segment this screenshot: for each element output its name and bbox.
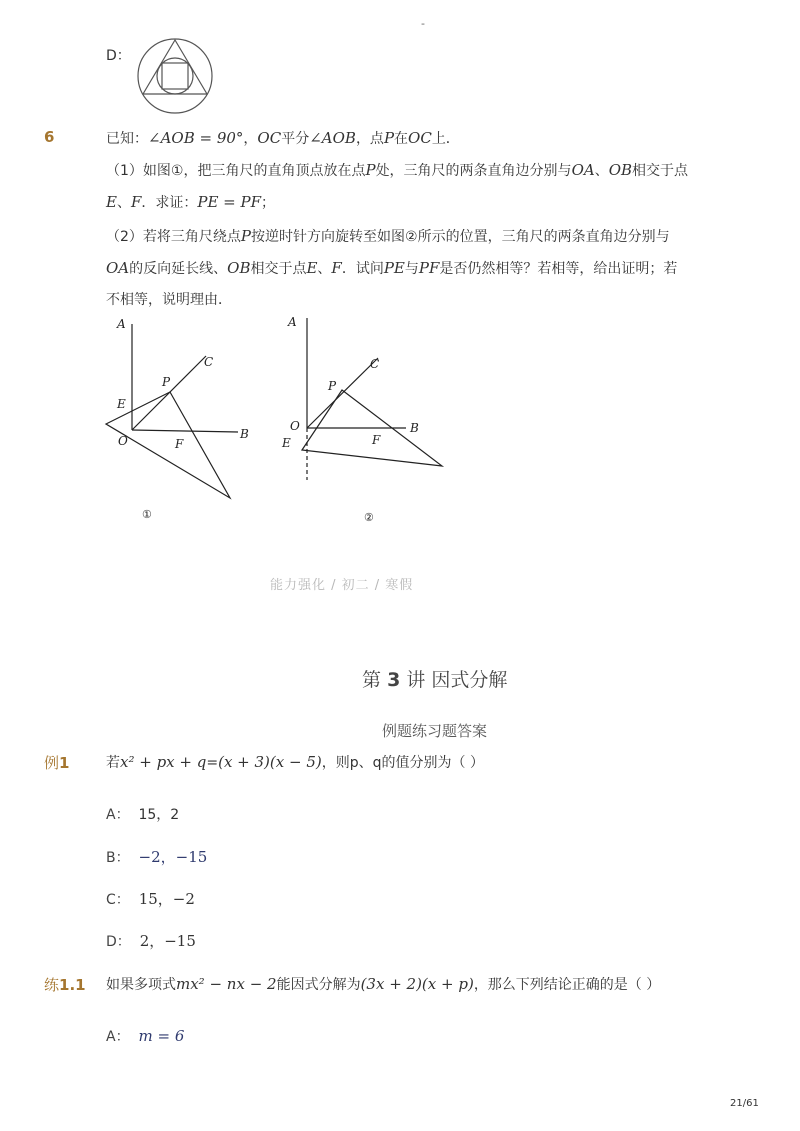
figure-2 <box>276 308 456 530</box>
label-o: O <box>118 434 128 448</box>
figure-2-caption: ② <box>364 511 374 524</box>
q6-line5: OA的反向延长线、OB相交于点E、F．试问PE与PF是否仍然相等？若相等，给出证明；若 <box>106 259 678 277</box>
option-a[interactable]: A： 15，2 <box>106 807 180 823</box>
label-o: O <box>290 419 300 433</box>
label-e: E <box>117 397 126 411</box>
page-number: 21/61 <box>730 1098 759 1109</box>
label-p: P <box>328 379 337 393</box>
practice-option-a[interactable]: A： m = 6 <box>106 1027 185 1045</box>
figure-1 <box>100 312 270 522</box>
page-footer: 能力强化 / 初二 / 寒假 <box>270 578 414 593</box>
option-d[interactable]: D： 2，−15 <box>106 932 196 950</box>
q6-line1: 已知：∠AOB = 90°，OC平分∠AOB，点P在OC上． <box>106 129 460 147</box>
q6-line3: E、F．求证：PE = PF； <box>106 193 276 211</box>
example-1-stem: 若x² + px + q=(x + 3)(x − 5)，则p、q的值分别为（ ） <box>106 753 484 771</box>
label-b: B <box>410 421 419 435</box>
q6-line6: 不相等，说明理由． <box>106 292 232 308</box>
label-c: C <box>370 357 380 371</box>
top-mark: - <box>421 17 425 30</box>
label-a: A <box>288 315 297 329</box>
example-label: 例1 <box>44 754 70 772</box>
figure-1-caption: ① <box>142 508 152 521</box>
lecture-title: 第 3 讲 因式分解 <box>362 669 508 691</box>
prev-option-d-label: D： <box>106 48 131 64</box>
question-number: 6 <box>44 128 55 146</box>
label-a: A <box>117 317 126 331</box>
section-subtitle: 例题练习题答案 <box>382 722 488 740</box>
option-b[interactable]: B： −2，−15 <box>106 848 208 866</box>
label-b: B <box>240 427 249 441</box>
label-e: E <box>282 436 291 450</box>
circle-triangle-square-figure <box>134 36 216 116</box>
label-f: F <box>372 433 381 447</box>
practice-label: 练1.1 <box>44 976 86 994</box>
q6-line4: （2）若将三角尺绕点P按逆时针方向旋转至如图②所示的位置，三角尺的两条直角边分别与 <box>106 227 670 245</box>
label-c: C <box>204 355 214 369</box>
option-c[interactable]: C： 15，−2 <box>106 890 195 908</box>
practice-1-1-stem: 如果多项式mx² − nx − 2能因式分解为(3x + 2)(x + p)，那么下列结论正确的是（ ） <box>106 975 661 993</box>
label-p: P <box>162 375 171 389</box>
label-f: F <box>175 437 184 451</box>
q6-line2: （1）如图①，把三角尺的直角顶点放在点P处，三角尺的两条直角边分别与OA、OB相交于点 <box>106 161 689 179</box>
